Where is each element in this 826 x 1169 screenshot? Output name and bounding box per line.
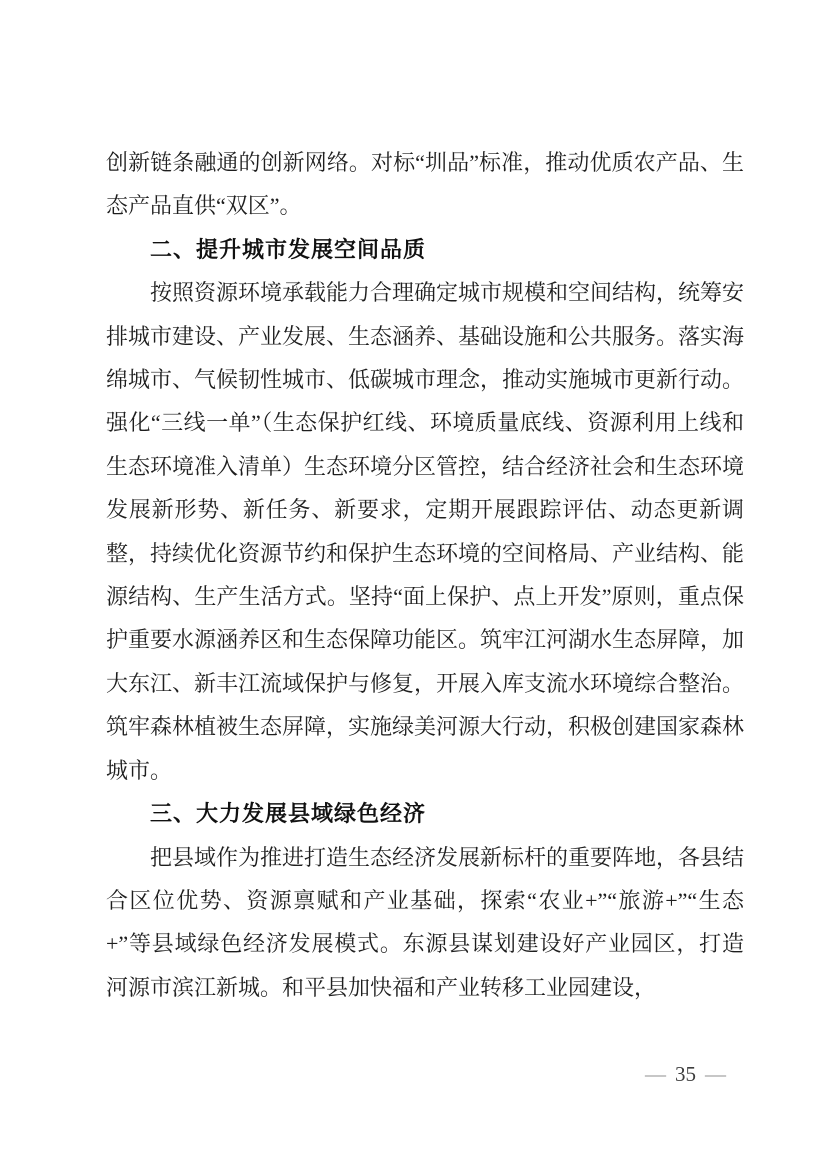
- section-3-paragraph: 把县域作为推进打造生态经济发展新标杆的重要阵地，各县结合区位优势、资源禀赋和产业基础，探索“农业+”“旅游+”“生态+”等县域绿色经济发展模式。东源县谋划建设好产业园区，打造河源市滨江新城。和平县加快福和产业转移工业园建设，: [106, 844, 745, 1000]
- page-number-left-dash: —: [645, 1062, 666, 1086]
- page-number-right-dash: —: [705, 1062, 726, 1086]
- page-number: [645, 1060, 726, 1088]
- continuation-paragraph: 创新链条融通的创新网络。对标“圳品”标准，推动优质农产品、生态产品直供“双区”。: [106, 150, 744, 219]
- section-heading-2: 二、提升城市发展空间品质: [150, 236, 427, 262]
- document-body: [106, 141, 744, 1009]
- section-heading-3: 三、大力发展县域绿色经济: [150, 801, 427, 827]
- page-number-value: 35: [675, 1062, 696, 1086]
- section-2-paragraph: 按照资源环境承载能力合理确定城市规模和空间结构，统筹安排城市建设、产业发展、生态涵养、基础设施和公共服务。落实海绵城市、气候韧性城市、低碳城市理念，推动实施城市更新行动。强化“三线一单”（生态保护红线、环境质量底线、资源利用上线和生态环境准入清单）生态环境分区管控，结合经济社会和生态环境发展新形势、新任务、新要求，定期开展跟踪评估、动态更新调整，持续优化资源节约和保护生态环境的空间格局、产业结构、能源结构、生产生活方式。坚持“面上保护、点上开发”原则，重点保护重要水源涵养区和生态保障功能区。筑牢江河湖水生态屏障，加大东江、新丰江流域保护与修复，开展入库支流水环境综合整治。筑牢森林植被生态屏障，实施绿美河源大行动，积极创建国家森林城市。: [106, 280, 745, 783]
